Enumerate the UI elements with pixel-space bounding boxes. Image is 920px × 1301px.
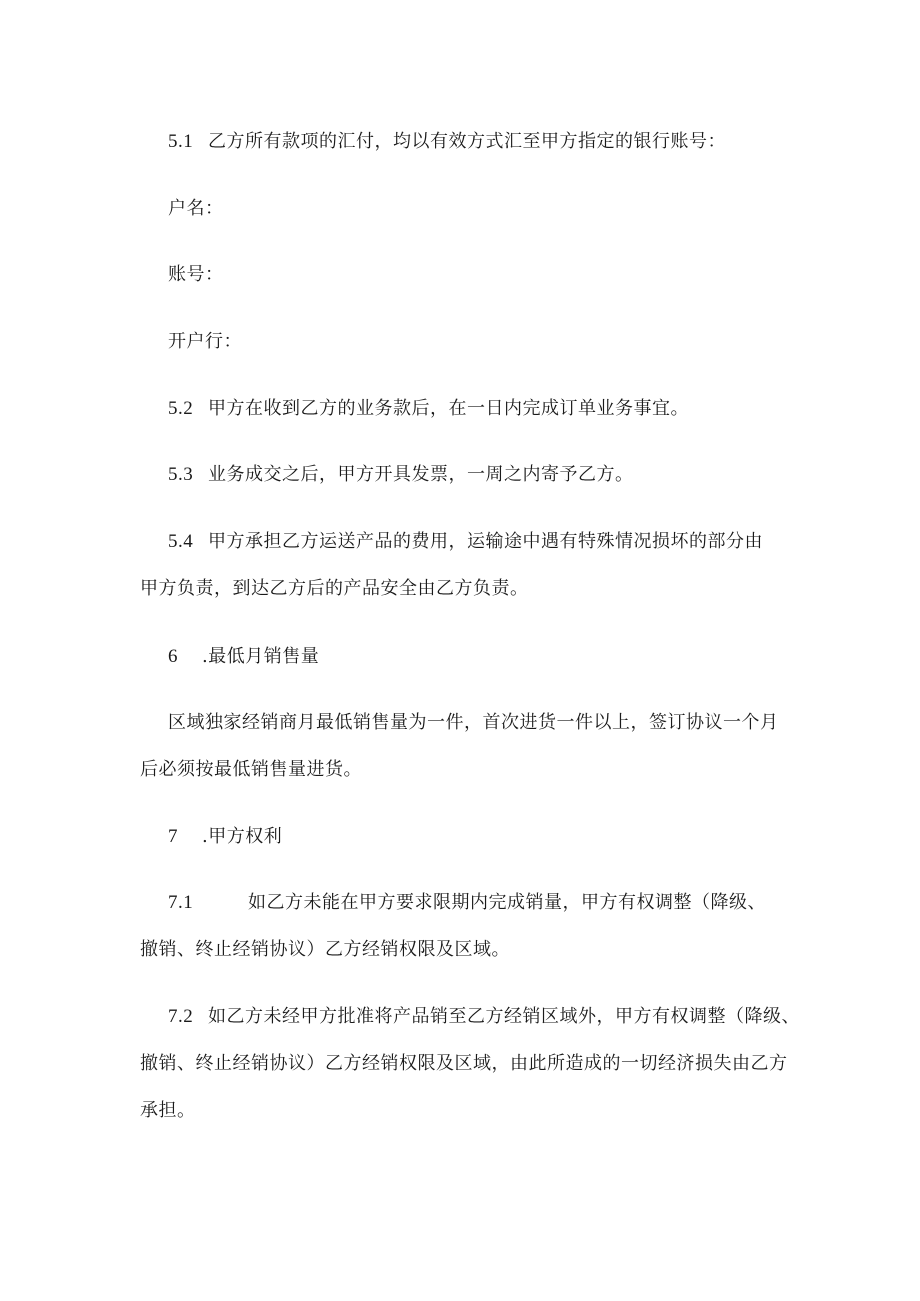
clause-5-2 [168,398,689,420]
section-number: 7 [168,826,178,847]
clause-7-2-continuation-1: 撤销、终止经销协议）乙方经销权限及区域，由此所造成的一切经济损失由乙方 [140,1053,788,1074]
section-title: .最低月销售量 [202,646,320,667]
clause-5-3 [168,464,634,486]
clause-number: 7.1 [168,892,194,913]
section-title: .甲方权利 [202,826,283,847]
clause-7-2-continuation-2: 承担。 [140,1100,196,1121]
clause-number: 5.4 [168,531,194,552]
clause-5-4-continuation: 甲方负责，到达乙方后的产品安全由乙方负责。 [140,578,529,599]
bank-label: 开户行： [168,331,242,352]
clause-7-1 [168,892,766,914]
account-number-label: 账号： [168,264,224,285]
clause-7-1-continuation: 撤销、终止经销协议）乙方经销权限及区域。 [140,939,510,960]
clause-number: 5.2 [168,398,194,419]
clause-number: 5.3 [168,464,194,485]
section-6-heading [168,646,319,668]
clause-text: 业务成交之后，甲方开具发票，一周之内寄予乙方。 [208,464,634,485]
clause-text: 甲方在收到乙方的业务款后，在一日内完成订单业务事宜。 [208,398,689,419]
section-7-heading [168,826,282,848]
clause-5-1 [168,131,726,153]
clause-5-4 [168,531,763,553]
clause-number: 5.1 [168,131,194,152]
section-6-body-line1: 区域独家经销商月最低销售量为一件，首次进货一件以上，签订协议一个月 [168,712,779,733]
clause-7-2 [168,1006,800,1028]
section-number: 6 [168,646,178,667]
clause-text: 乙方所有款项的汇付，均以有效方式汇至甲方指定的银行账号： [208,131,726,152]
clause-text-line1: 如乙方未能在甲方要求限期内完成销量，甲方有权调整（降级、 [248,892,766,913]
clause-text-line1: 如乙方未经甲方批准将产品销至乙方经销区域外，甲方有权调整（降级、 [208,1006,800,1027]
clause-text-line1: 甲方承担乙方运送产品的费用，运输途中遇有特殊情况损坏的部分由 [208,531,763,552]
account-name-label: 户名： [168,198,224,219]
section-6-body-line2: 后必须按最低销售量进货。 [140,759,362,780]
clause-number: 7.2 [168,1006,194,1027]
